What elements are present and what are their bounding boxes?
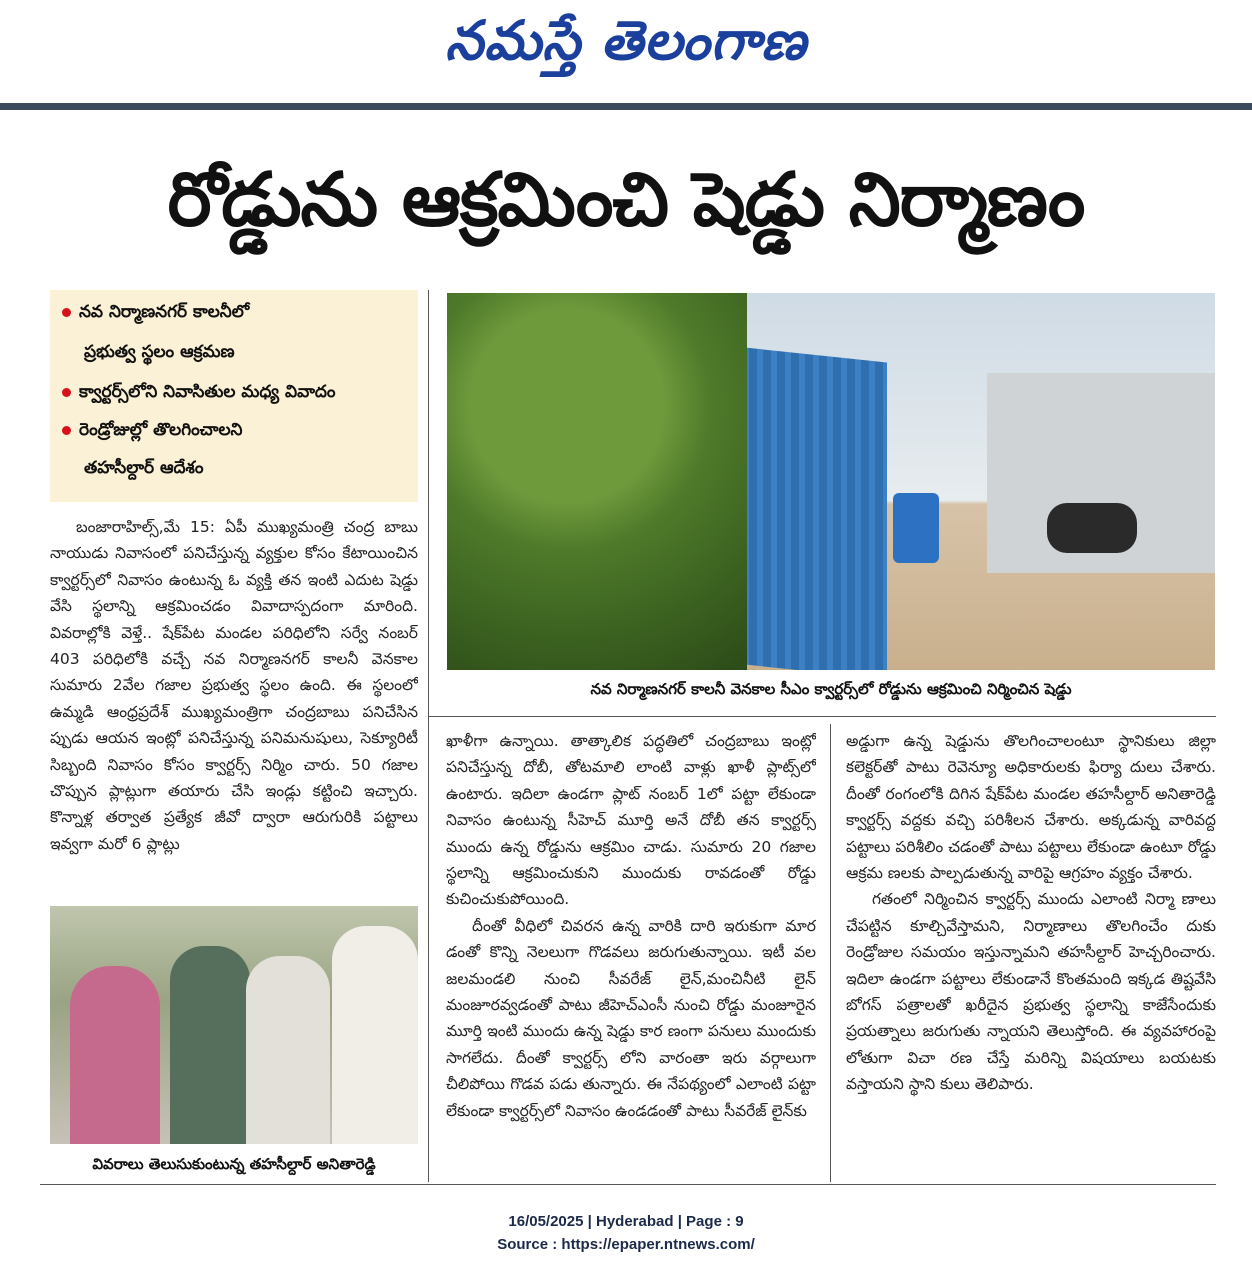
highlight-text: నవ నిర్మాణనగర్ కాలనీలో	[79, 302, 250, 322]
highlight-item	[62, 420, 242, 444]
highlight-item	[62, 302, 249, 326]
footer-dateline: 16/05/2025 | Hyderabad | Page : 9	[508, 1213, 744, 1230]
column-divider	[428, 290, 429, 1182]
column-divider	[830, 724, 831, 1182]
bullet-icon	[62, 308, 71, 317]
highlights-box	[50, 290, 418, 502]
person-shape	[246, 956, 330, 1144]
article-paragraph: బంజారాహిల్స్,మే 15: ఏపీ ముఖ్యమంత్రి చంద్ర బాబు నాయుడు నివాసంలో పనిచేస్తున్న వ్యక్తుల కోసం కేటాయించిన క్వార్టర్స్‌లో నివాసం ఉంటున్న ఓ వ్యక్తి తన ఇంటి ఎదుట షెడ్డు వేసి స్థలాన్ని ఆక్రమించడం వివాదాస్పదంగా మారింది. వివరాల్లోకి వెళ్తే.. షేక్‌పేట మండల పరిధిలోని సర్వే నంబర్ 403 పరిధిలోకి వచ్చే నవ నిర్మాణనగర్ కాలనీ వెనకాల సుమారు 2వేల గజాల ప్రభుత్వ స్థలం ఉంది. ఈ స్థలంలో ఉమ్మడి ఆంధ్రప్రదేశ్ ముఖ్యమంత్రిగా చంద్రబాబు పనిచేసిన ప్పుడు ఆయన ఇంట్లో పనిచేస్తున్న పనిమనుషులు, సెక్యూరిటీ సిబ్బంది నివాసం కోసం క్వార్టర్స్ నిర్మిం చారు. 50 గజాల చొప్పున ప్లాట్లుగా తయారు చేసి ఇండ్లు కట్టించి ఇచ్చారు. కొన్నాళ్ల తర్వాత ప్రత్యేక జీవో ద్వారా ఆరుగురికి పట్టాలు ఇవ్వగా మరో 6 ప్లాట్లు	[50, 518, 418, 853]
bullet-icon	[62, 388, 71, 397]
caption-divider	[428, 716, 1216, 717]
highlight-item	[62, 382, 336, 406]
person-shape	[332, 926, 418, 1144]
highlight-continuation: ప్రభుత్వ స్థలం ఆక్రమణ	[84, 342, 235, 362]
main-photo-caption: నవ నిర్మాణనగర్ కాలనీ వెనకాల సీఎం క్వార్టర్స్‌లో రోడ్డును ఆక్రమించి నిర్మించిన షెడ్డు	[590, 680, 1072, 698]
inspection-photo	[50, 906, 418, 1144]
main-photo	[447, 293, 1215, 670]
article-column-2	[446, 728, 816, 1174]
article-paragraph: గతంలో నిర్మించిన క్వార్టర్స్ ముందు ఎలాంటి నిర్మా ణాలు చేపట్టిన కూల్చివేస్తామని, నిర్మాణాలు తొలగించేం దుకు రెండ్రోజుల సమయం ఇస్తున్నామని తహసీల్దార్ హెచ్చరించారు. ఇదిలా ఉండగా పట్టాలు లేకుండానే కొంతమంది ఇక్కడ తిష్టవేసి బోగస్ పత్రాలతో ఖరీదైన ప్రభుత్వ స్థలాన్ని కాజేసేందుకు ప్రయత్నాలు జరుగుతు న్నాయని తెలుస్తోంది. ఈ వ్యవహారంపై లోతుగా విచా రణ చేస్తే మరిన్ని విషయాలు బయటకు వస్తాయని స్థాని కులు తెలిపారు.	[846, 890, 1216, 1094]
water-drum-shape	[893, 493, 939, 563]
person-shape	[70, 966, 160, 1144]
article-paragraph: ఖాళీగా ఉన్నాయి. తాత్కాలిక పద్ధతిలో చంద్రబాబు ఇంట్లో పనిచేస్తున్న దోబీ, తోటమాలి లాంటి వాళ్లు ఖాళీ ప్లాట్స్‌లో ఉంటారు. ఇదిలా ఉండగా ప్లాట్ నంబర్ 1లో పట్టా లేకుండా నివాసం ఉంటున్న సీహెచ్ మూర్తి అనే దోబీ తన క్వార్టర్స్ ముందు ఉన్న రోడ్డును ఆక్రమిం చాడు. సుమారు 20 గజాల స్థలాన్ని ఆక్రమించుకుని ముందుకు రావడంతో రోడ్డు కుచించుకుపోయింది.	[446, 732, 816, 909]
person-shape	[170, 946, 250, 1144]
newspaper-logo: నమస్తే తెలంగాణ	[445, 8, 807, 72]
article-bottom-rule	[40, 1184, 1216, 1185]
motorcycle-shape	[1047, 503, 1137, 553]
masthead	[0, 0, 1252, 100]
article-column-3	[846, 728, 1216, 1174]
creeper-foliage-shape	[447, 293, 747, 670]
bullet-icon	[62, 426, 71, 435]
highlight-continuation: తహసీల్దార్ ఆదేశం	[84, 458, 204, 478]
footer-source: Source : https://epaper.ntnews.com/	[497, 1236, 755, 1253]
highlight-text: క్వార్టర్స్‌లోని నివాసితుల మధ్య వివాదం	[79, 382, 336, 402]
article-paragraph: దీంతో వీధిలో చివరన ఉన్న వారికి దారి ఇరుకుగా మార డంతో కొన్ని నెలలుగా గొడవలు జరుగుతున్నాయి. ఇటీ వల జలమండలి నుంచి సీవరేజ్ లైన్,మంచినీటి లైన్ మంజూరవ్వడంతో పాటు జీహెచ్‌ఎంసీ నుంచి రోడ్డు మంజూరైన మూర్తి ఇంటి ముందు ఉన్న షెడ్డు కార ణంగా పనులు ముందుకు సాగలేదు. దీంతో క్వార్టర్స్ లోని వారంతా ఇరు వర్గాలుగా చీలిపోయి గొడవ పడు తున్నారు. ఈ నేపథ్యంలో ఎలాంటి పట్టా లేకుండా క్వార్టర్స్‌లో నివాసం ఉండడంతో పాటు సీవరేజ్ లైన్‌కు	[446, 916, 816, 1120]
inspection-photo-caption: వివరాలు తెలుసుకుంటున్న తహసీల్దార్ అనితారెడ్డి	[92, 1155, 376, 1173]
masthead-divider	[0, 103, 1252, 110]
headline: రోడ్డును ఆక్రమించి షెడ్డు నిర్మాణం	[167, 157, 1085, 243]
highlight-text: రెండ్రోజుల్లో తొలగించాలని	[79, 420, 243, 440]
article-column-1	[50, 514, 418, 896]
article-paragraph: అడ్డుగా ఉన్న షెడ్డును తొలగించాలంటూ స్థానికులు జిల్లా కలెక్టర్‌తో పాటు రెవెన్యూ అధికారులకు ఫిర్యా దులు చేశారు. దీంతో రంగంలోకి దిగిన షేక్‌పేట మండల తహసీల్దార్ అనితారెడ్డి క్వార్టర్స్ వద్దకు వచ్చి పరిశీలన చేశారు. అక్కడున్న వారివద్ద పట్టాలు పరిశీలిం చడంతో పాటు పట్టాలు లేకుండా ఉంటూ రోడ్డు ఆక్రమ ణలకు పాల్పడుతున్న వారిపై ఆగ్రహం వ్యక్తం చేశారు.	[846, 732, 1216, 883]
